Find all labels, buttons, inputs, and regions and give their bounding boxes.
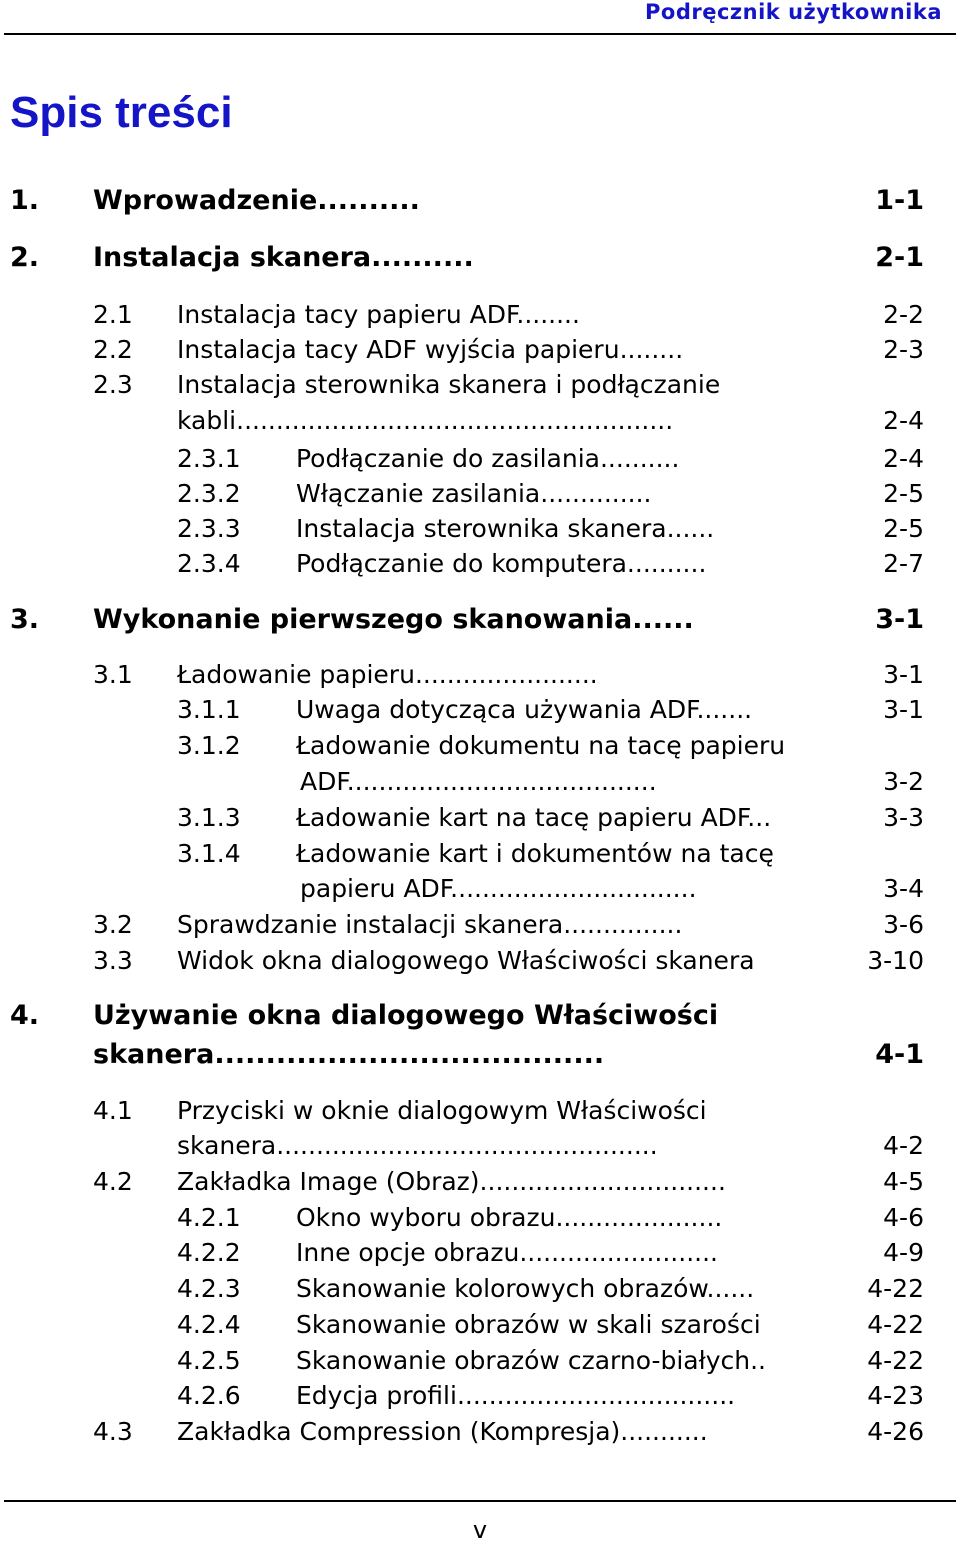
toc-entry-title-text: Skanowanie obrazów czarno-białych <box>296 1346 751 1375</box>
toc-entry[interactable] <box>0 998 960 1036</box>
toc-entry[interactable] <box>0 1235 960 1273</box>
toc-entry-title <box>177 297 580 333</box>
toc-entry-title <box>296 800 771 836</box>
toc-entry-title <box>296 1343 766 1379</box>
toc-entry[interactable] <box>0 403 960 441</box>
toc-entry-title-text: Widok okna dialogowego Właściwości skanera <box>177 946 755 975</box>
header-rule <box>4 33 956 35</box>
toc-dot-leader: ........... <box>620 1417 708 1446</box>
toc-entry-number: 2.3.4 <box>177 549 241 578</box>
toc-entry-page: 4-9 <box>879 1235 924 1271</box>
toc-entry-page: 4-5 <box>879 1164 924 1200</box>
toc-entry-title-text: papieru ADF <box>300 874 451 903</box>
toc-entry-number: 4.1 <box>93 1096 133 1125</box>
toc-entry-title-text: Używanie okna dialogowego Właściwości <box>93 1000 719 1031</box>
toc-entry-page: 2-4 <box>879 403 924 439</box>
toc-entry-number: 4. <box>10 1000 40 1031</box>
toc-entry-title-text: Instalacja sterownika skanera <box>296 514 667 543</box>
toc-entry-number: 4.3 <box>93 1417 133 1446</box>
toc-entry-title <box>177 943 755 979</box>
toc-entry-title <box>93 602 694 638</box>
toc-entry-number: 3.1.4 <box>177 839 241 868</box>
toc-entry-page: 3-1 <box>879 657 924 693</box>
toc-dot-leader: .............. <box>540 479 652 508</box>
toc-entry-title-text: Instalacja skanera <box>93 242 372 273</box>
toc-dot-leader: ... <box>747 803 772 832</box>
toc-entry[interactable] <box>0 332 960 370</box>
toc-entry-number: 2.3 <box>93 370 133 399</box>
toc-entry-number: 2.2 <box>93 335 133 364</box>
toc-entry-title-text: kabli <box>177 406 237 435</box>
toc-entry-title-text: Sprawdzanie instalacji skanera <box>177 910 564 939</box>
toc-dot-leader: .. <box>750 1346 767 1375</box>
toc-entry[interactable] <box>0 183 960 221</box>
toc-entry-title <box>296 692 752 728</box>
toc-dot-leader: ....... <box>696 695 753 724</box>
toc-entry-title-text: Wykonanie pierwszego skanowania <box>93 604 633 635</box>
toc-dot-leader: ......................... <box>519 1238 718 1267</box>
toc-entry[interactable] <box>0 511 960 549</box>
toc-entry-page: 2-4 <box>879 441 924 477</box>
toc-entry-title <box>296 1307 761 1343</box>
toc-entry-title-text: Skanowanie obrazów w skali szarości <box>296 1310 761 1339</box>
toc-entry-title <box>296 1235 718 1271</box>
footer-rule <box>4 1500 956 1502</box>
toc-dot-leader: .......... <box>599 444 680 473</box>
toc-entry-title <box>177 1414 708 1450</box>
toc-entry-page: 4-22 <box>863 1343 924 1379</box>
toc-entry-title <box>296 1271 754 1307</box>
toc-entry-number: 3.1.3 <box>177 803 241 832</box>
toc-entry[interactable] <box>0 943 960 981</box>
toc-entry[interactable] <box>0 476 960 514</box>
toc-entry-number: 4.2.5 <box>177 1346 241 1375</box>
toc-entry-title-text: skanera <box>177 1131 277 1160</box>
toc-entry[interactable] <box>0 240 960 278</box>
toc-entry-number: 4.2.3 <box>177 1274 241 1303</box>
toc-entry-title <box>296 1378 735 1414</box>
toc-entry-title-text: Skanowanie kolorowych obrazów <box>296 1274 707 1303</box>
toc-entry-title-text: Ładowanie dokumentu na tacę papieru <box>296 731 786 760</box>
toc-entry-number: 4.2.2 <box>177 1238 241 1267</box>
toc-entry-page: 2-5 <box>879 476 924 512</box>
toc-entry-number: 4.2 <box>93 1167 133 1196</box>
toc-entry-title-text: Instalacja sterownika skanera i podłączanie <box>177 370 721 399</box>
toc-entry-number: 3.1 <box>93 660 133 689</box>
toc-entry[interactable] <box>0 1093 960 1131</box>
toc-entry-number: 3. <box>10 604 40 635</box>
toc-entry-number: 1. <box>10 185 40 216</box>
toc-entry-title <box>93 998 718 1034</box>
toc-dot-leader: ........ <box>516 300 580 329</box>
toc-entry[interactable] <box>0 728 960 766</box>
toc-dot-leader: .......... <box>626 549 707 578</box>
toc-entry-page: 2-3 <box>879 332 924 368</box>
toc-entry-number: 2. <box>10 242 40 273</box>
toc-entry-title <box>177 367 720 403</box>
toc-dot-leader: ............................... <box>450 874 697 903</box>
toc-entry-title <box>300 871 697 907</box>
toc-entry-title-text: ADF <box>300 767 347 796</box>
toc-entry-title <box>296 546 706 582</box>
toc-entry-title <box>93 240 474 276</box>
toc-entry-title-text: Ładowanie kart i dokumentów na tacę <box>296 839 774 868</box>
toc-entry-title <box>177 403 673 439</box>
toc-entry[interactable] <box>0 1343 960 1381</box>
toc-entry-page: 4-6 <box>879 1200 924 1236</box>
toc-entry[interactable] <box>0 907 960 945</box>
toc-entry[interactable] <box>0 441 960 479</box>
toc-entry-number: 2.1 <box>93 300 133 329</box>
page-number: v <box>472 1516 488 1544</box>
toc-entry[interactable] <box>0 836 960 874</box>
toc-entry[interactable] <box>0 602 960 640</box>
toc-dot-leader: ............................... <box>479 1167 726 1196</box>
toc-dot-leader: ....................... <box>414 660 598 689</box>
toc-entry-page: 3-2 <box>879 764 924 800</box>
toc-entry-page: 2-1 <box>871 240 924 276</box>
toc-entry-title <box>177 907 682 943</box>
toc-entry-title <box>177 657 598 693</box>
toc-entry-title-text: Zakładka Compression (Kompresja) <box>177 1417 621 1446</box>
toc-entry-title <box>177 1164 726 1200</box>
toc-entry-title-text: Ładowanie papieru <box>177 660 415 689</box>
toc-entry-title <box>177 1093 707 1129</box>
toc-entry[interactable] <box>0 297 960 335</box>
toc-dot-leader: ........ <box>619 335 684 364</box>
toc-entry-page: 2-5 <box>879 511 924 547</box>
toc-entry-page: 3-6 <box>879 907 924 943</box>
toc-entry[interactable] <box>0 1378 960 1416</box>
toc-entry-page: 3-4 <box>879 871 924 907</box>
toc-entry-number: 3.1.1 <box>177 695 241 724</box>
toc-entry-title <box>177 1128 658 1164</box>
toc-entry-page: 3-1 <box>879 692 924 728</box>
toc-entry[interactable] <box>0 657 960 695</box>
toc-entry-title <box>93 183 420 219</box>
toc-dot-leader: ...... <box>632 604 694 635</box>
toc-entry-title <box>93 1037 604 1073</box>
toc-entry-title-text: Instalacja tacy papieru ADF <box>177 300 517 329</box>
toc-entry[interactable] <box>0 692 960 730</box>
toc-entry[interactable] <box>0 1164 960 1202</box>
toc-entry-page: 3-3 <box>879 800 924 836</box>
toc-entry-page: 3-10 <box>863 943 924 979</box>
toc-entry-page: 2-2 <box>879 297 924 333</box>
toc-dot-leader: ...................................... <box>214 1039 605 1070</box>
toc-entry-title-text: Podłączanie do komputera <box>296 549 627 578</box>
toc-entry-number: 4.2.4 <box>177 1310 241 1339</box>
toc-entry[interactable] <box>0 1128 960 1166</box>
toc-entry-title-text: Instalacja tacy ADF wyjścia papieru <box>177 335 620 364</box>
toc-dot-leader: ..................... <box>555 1203 723 1232</box>
toc-entry-title <box>296 728 785 764</box>
toc-entry-title-text: Inne opcje obrazu <box>296 1238 520 1267</box>
toc-dot-leader: ................................... <box>456 1381 736 1410</box>
toc-entry-number: 2.3.3 <box>177 514 241 543</box>
toc-entry-title-text: Edycja profili <box>296 1381 457 1410</box>
toc-dot-leader: ....................................... <box>346 767 657 796</box>
toc-entry-page: 4-1 <box>871 1037 924 1073</box>
toc-dot-leader: ................................................ <box>276 1131 658 1160</box>
toc-entry-page: 4-22 <box>863 1271 924 1307</box>
toc-entry-page: 2-7 <box>879 546 924 582</box>
toc-dot-leader: .......... <box>317 185 420 216</box>
toc-entry-number: 3.2 <box>93 910 133 939</box>
toc-entry-title-text: Podłączanie do zasilania <box>296 444 600 473</box>
toc-entry-title <box>296 836 774 872</box>
toc-dot-leader: ...... <box>666 514 715 543</box>
toc-entry-page: 1-1 <box>871 183 924 219</box>
toc-entry-page: 3-1 <box>871 602 924 638</box>
toc-entry-title-text: Ładowanie kart na tacę papieru ADF <box>296 803 748 832</box>
toc-entry-number: 3.1.2 <box>177 731 241 760</box>
toc-dot-leader: ....................................................... <box>236 406 674 435</box>
toc-entry[interactable] <box>0 367 960 405</box>
toc-dot-leader: ............... <box>563 910 683 939</box>
toc-entry-number: 3.3 <box>93 946 133 975</box>
toc-entry-page: 4-26 <box>863 1414 924 1450</box>
toc-entry-title-text: Uwaga dotycząca używania ADF <box>296 695 697 724</box>
toc-entry-title <box>296 476 652 512</box>
toc-entry-title <box>296 441 679 477</box>
toc-entry-page: 4-2 <box>879 1128 924 1164</box>
page-title: Spis treści <box>10 88 233 137</box>
toc-entry[interactable] <box>0 871 960 909</box>
running-header: Podręcznik użytkownika <box>645 0 942 24</box>
toc-entry[interactable] <box>0 546 960 584</box>
toc-entry[interactable] <box>0 800 960 838</box>
toc-entry-number: 2.3.2 <box>177 479 241 508</box>
toc-entry-title-text: Włączanie zasilania <box>296 479 541 508</box>
toc-entry-title <box>296 511 714 547</box>
toc-entry-title <box>300 764 657 800</box>
toc-entry-title-text: Wprowadzenie <box>93 185 318 216</box>
toc-entry[interactable] <box>0 764 960 802</box>
toc-entry-page: 4-23 <box>863 1378 924 1414</box>
toc-entry[interactable] <box>0 1414 960 1452</box>
toc-entry[interactable] <box>0 1200 960 1238</box>
toc-entry[interactable] <box>0 1271 960 1309</box>
toc-entry-page: 4-22 <box>863 1307 924 1343</box>
toc-entry-number: 4.2.6 <box>177 1381 241 1410</box>
toc-entry-number: 4.2.1 <box>177 1203 241 1232</box>
toc-entry-title-text: Przyciski w oknie dialogowym Właściwości <box>177 1096 707 1125</box>
toc-dot-leader: .......... <box>371 242 474 273</box>
toc-entry-title-text: skanera <box>93 1039 215 1070</box>
toc-entry-title <box>177 332 683 368</box>
toc-entry-title <box>296 1200 722 1236</box>
toc-entry[interactable] <box>0 1037 960 1075</box>
toc-entry[interactable] <box>0 1307 960 1345</box>
toc-entry-title-text: Zakładka Image (Obraz) <box>177 1167 480 1196</box>
toc-entry-title-text: Okno wyboru obrazu <box>296 1203 556 1232</box>
toc-dot-leader: ...... <box>706 1274 755 1303</box>
toc-entry-number: 2.3.1 <box>177 444 241 473</box>
